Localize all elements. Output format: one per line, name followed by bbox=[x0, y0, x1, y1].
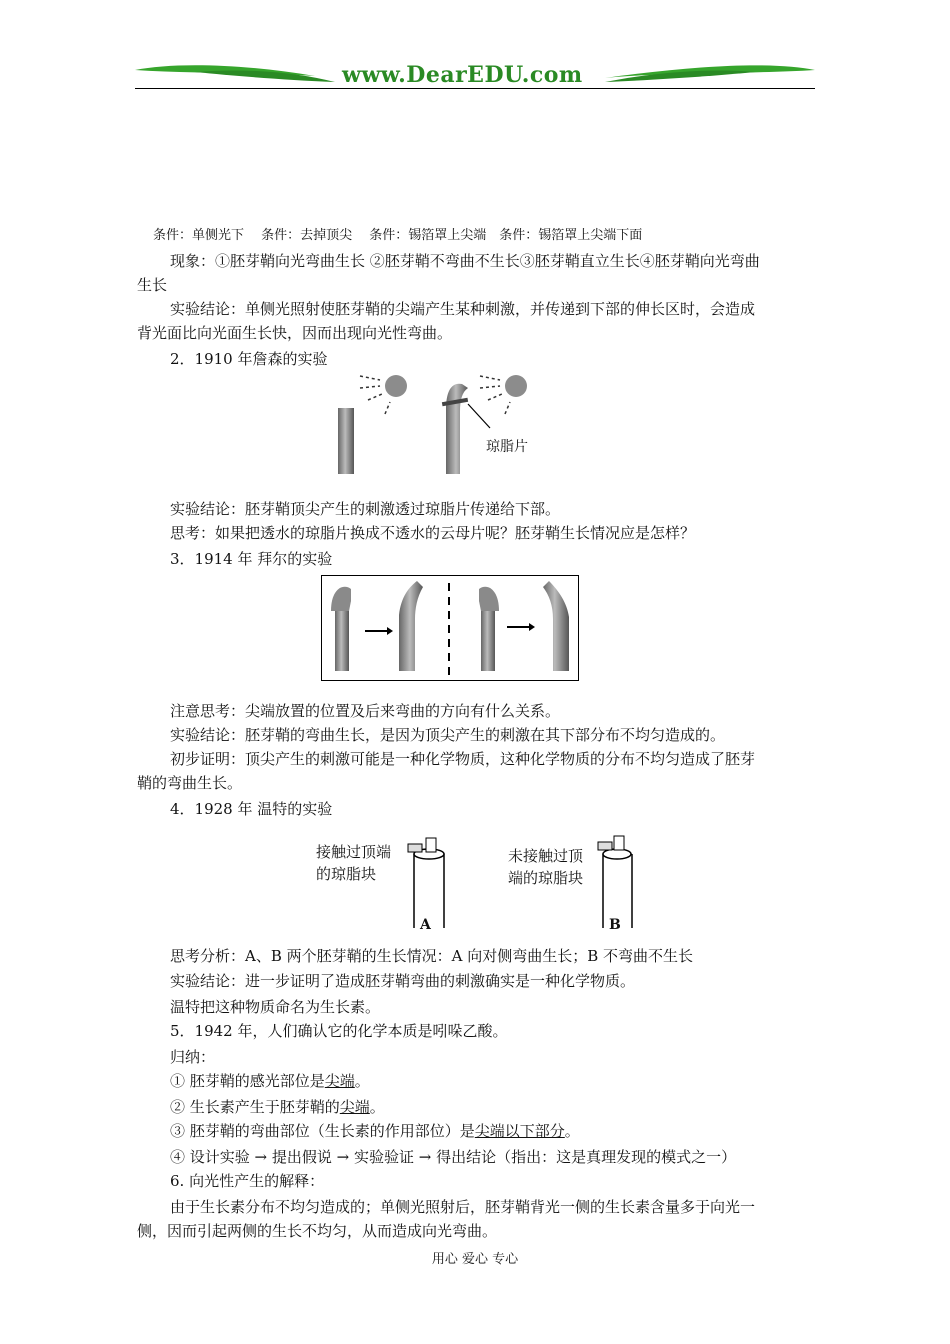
page-footer: 用心 爱心 专心 bbox=[431, 1252, 519, 1267]
went-tag-a: A bbox=[420, 917, 431, 933]
exp3-proof-1: 初步证明：顶尖产生的刺激可能是一种化学物质，这种化学物质的分布不均匀造成了胚芽 bbox=[170, 750, 756, 768]
summary-item-2: ② 生长素产生于胚芽鞘的尖端。 bbox=[170, 1098, 385, 1116]
went-label-b-1: 未接触过顶 bbox=[508, 848, 584, 865]
summary-item-1: ① 胚芽鞘的感光部位是尖端。 bbox=[170, 1072, 370, 1090]
decapitated-coleoptile bbox=[338, 408, 354, 474]
exp4-title: 4．1928 年 温特的实验 bbox=[170, 800, 333, 818]
agar-label: 琼脂片 bbox=[486, 438, 528, 454]
exp6-line-2: 侧，因而引起两侧的生长不均匀，从而造成向光弯曲。 bbox=[137, 1222, 498, 1240]
site-name[interactable]: www.DearEDU.com bbox=[342, 62, 583, 88]
header-rule bbox=[135, 88, 815, 89]
exp6-title: 6. 向光性产生的解释： bbox=[170, 1172, 325, 1190]
light-source-2 bbox=[505, 375, 527, 397]
exp3-title: 3．1914 年 拜尔的实验 bbox=[170, 550, 333, 568]
light-source-1 bbox=[385, 375, 407, 397]
exp4-naming: 温特把这种物质命名为生长素。 bbox=[170, 998, 381, 1016]
conditions-line: 条件：单侧光下 条件：去掉顶尖 条件：锡箔罩上尖端 条件：锡箔罩上尖端下面 bbox=[153, 228, 643, 243]
exp2-title: 2．1910 年詹森的实验 bbox=[170, 350, 328, 368]
exp3-proof-2: 鞘的弯曲生长。 bbox=[137, 774, 243, 792]
exp5-line: 5．1942 年，人们确认它的化学本质是吲哚乙酸。 bbox=[170, 1022, 508, 1040]
right-leaf-decoration-2 bbox=[605, 70, 755, 82]
phenomenon-line-1: 现象：①胚芽鞘向光弯曲生长 ②胚芽鞘不弯曲不生长③胚芽鞘直立生长④胚芽鞘向光弯曲 bbox=[170, 252, 760, 270]
summary-title: 归纳： bbox=[170, 1048, 216, 1066]
exp2-think: 思考：如果把透水的琼脂片换成不透水的云母片呢？胚芽鞘生长情况应是怎样？ bbox=[170, 524, 696, 542]
left-leaf-decoration-2 bbox=[195, 70, 335, 82]
light-rays-1 bbox=[360, 376, 390, 414]
conclusion1-line-1: 实验结论：单侧光照射使胚芽鞘的尖端产生某种刺激，并传递到下部的伸长区时，会造成 bbox=[170, 300, 756, 318]
coleoptile-tip-left-placed bbox=[335, 611, 349, 671]
exp3-note: 注意思考：尖端放置的位置及后来弯曲的方向有什么关系。 bbox=[170, 702, 561, 720]
paal-figure bbox=[321, 575, 579, 681]
went-label-a-1: 接触过顶端 bbox=[316, 844, 392, 861]
exp4-conclusion: 实验结论：进一步证明了造成胚芽鞘弯曲的刺激确实是一种化学物质。 bbox=[170, 972, 636, 990]
exp2-conclusion: 实验结论：胚芽鞘顶尖产生的刺激透过琼脂片传递给下部。 bbox=[170, 500, 561, 518]
bent-coleoptile bbox=[446, 384, 468, 474]
light-rays-2 bbox=[480, 376, 510, 414]
jensen-figure bbox=[330, 370, 530, 480]
summary-item-3: ③ 胚芽鞘的弯曲部位（生长素的作用部位）是尖端以下部分。 bbox=[170, 1122, 580, 1140]
exp6-line-1: 由于生长素分布不均匀造成的；单侧光照射后，胚芽鞘背光一侧的生长素含量多于向光一 bbox=[170, 1198, 756, 1216]
went-label-a-2: 的琼脂块 bbox=[316, 866, 377, 883]
went-label-b-2: 端的琼脂块 bbox=[508, 870, 584, 887]
phenomenon-line-2: 生长 bbox=[137, 276, 168, 294]
agar-pointer bbox=[468, 404, 490, 428]
exp3-conclusion: 实验结论：胚芽鞘的弯曲生长，是因为顶尖产生的刺激在其下部分布不均匀造成的。 bbox=[170, 726, 726, 744]
conclusion1-line-2: 背光面比向光面生长快，因而出现向光性弯曲。 bbox=[137, 324, 453, 342]
went-tag-b: B bbox=[609, 917, 621, 933]
coleoptile-tip-right-placed bbox=[481, 611, 495, 671]
summary-item-4: ④ 设计实验 → 提出假说 → 实验验证 → 得出结论（指出：这是真理发现的模式之一） bbox=[170, 1148, 737, 1166]
exp4-analysis: 思考分析：A、B 两个胚芽鞘的生长情况：A 向对侧弯曲生长；B 不弯曲不生长 bbox=[170, 947, 694, 965]
